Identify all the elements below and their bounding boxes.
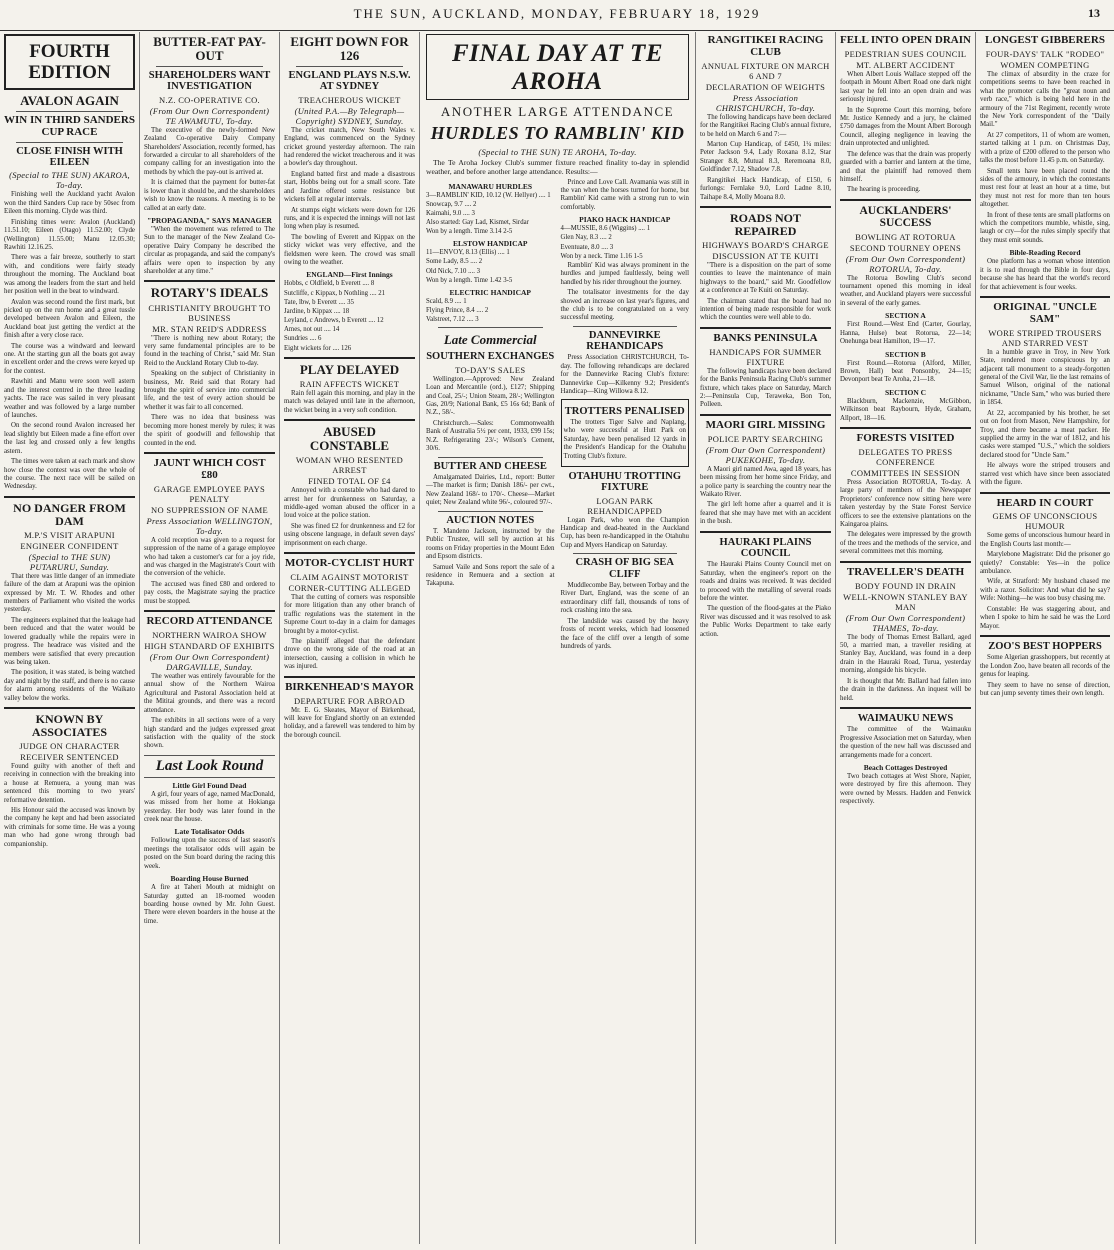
divider <box>438 511 543 512</box>
race-result: 3—RAMBLIN' KID, 10.12 (W. Hellyer) .... 1 <box>426 191 551 199</box>
divider <box>840 199 971 201</box>
dateline: (From Our Own Correspondent) PUKEKOHE, To-day. <box>705 444 826 465</box>
dateline: Press Association CHRISTCHURCH, To-day. <box>715 92 816 113</box>
column-1 <box>0 32 140 1244</box>
te-aroha-subbanner: ANOTHER LARGE ATTENDANCE <box>440 104 675 119</box>
abused-subheadline-2: FINED TOTAL OF £4 <box>308 476 391 487</box>
race-result: Snowcap, 9.7 .... 2 <box>426 200 477 208</box>
record-attendance-headline: RECORD ATTENDANCE <box>146 615 273 628</box>
race-result: Kaimahi, 9.0 .... 3 <box>426 209 475 217</box>
score-line: Ames, not out .... 14 <box>284 326 340 334</box>
article-paragraph: The following handicaps have been declared for the Rangitikei Racing Club's annual fixture, to be held on March 6 and 7:— <box>700 113 831 138</box>
abused-subheadline: WOMAN WHO RESENTED ARREST <box>295 455 404 476</box>
dateline: (Special to THE SUN) AKAROA, To-day. <box>9 170 130 191</box>
birkenhead-headline: BIRKENHEAD'S MAYOR <box>285 680 414 693</box>
score-line: Hobbs, c Oldfield, b Everett .... 8 <box>284 280 375 288</box>
gibberers-subheadline-2: WOMEN COMPETING <box>1000 59 1090 70</box>
article-paragraph: Two beach cottages at West Shore, Napier, were destroyed by fire this afternoon. They were owned by Messrs. Hadden and Fenwick respectively. <box>840 773 971 806</box>
divider <box>284 357 415 359</box>
divider <box>144 280 275 282</box>
article-paragraph: Prince and Love Call. Avamania was still in the van when the horses turned for home, but Ramblin' Kid came with a strong run to win comfortably. <box>560 178 689 211</box>
article-paragraph: Avalon was second round the first mark, but picked up on the run home and a great tussle developed between Avalon and Eileen, the Auckland boat just getting the verdict at the finish after a very close race. <box>4 298 135 340</box>
masthead-title: THE SUN, AUCKLAND, MONDAY, FEBRUARY 18, 1929 <box>353 6 761 21</box>
article-paragraph: The accused was fined £80 and ordered to pay costs, the Magistrate saying the practice must be stopped. <box>144 580 275 605</box>
waimauku-headline: WAIMAUKU NEWS <box>857 713 954 724</box>
section-heading: SECTION B <box>885 349 926 359</box>
divider <box>700 206 831 208</box>
race-result: Old Nick, 7.10 .... 3 <box>426 267 480 275</box>
associates-subheadline-2: RECEIVER SENTENCED <box>20 751 119 762</box>
rangitikei-headline: RANGITIKEI RACING CLUB <box>707 34 824 58</box>
divider <box>980 296 1110 298</box>
divider <box>700 531 831 533</box>
record-subheadline: NORTHERN WAIROA SHOW <box>152 629 267 640</box>
article-paragraph: Annoyed with a constable who had dared to arrest her for drunkenness on Saturday, a middle-aged woman abused the officer in a loud voice at the police station. <box>284 487 415 520</box>
article-paragraph: The cricket match, New South Wales v. England, was commenced on the Sydney cricket ground yesterday afternoon. The rain had rendered the wicket treacherous and it was a bowler's day throughout. <box>284 126 415 168</box>
article-paragraph: Marylebone Magistrate: Did the prisoner go quietly? Constable: Yes—in the police ambulance. <box>980 551 1110 576</box>
crosshead: Little Girl Found Dead <box>172 780 247 790</box>
article-paragraph: Press Association CHRISTCHURCH, To-day. The following rehandicaps are declared for the Dannevirke Racing Club's fixture: Dannevirke Cup—Kilkenny 9.2; President's Handicap—King Willowa 8.12. <box>560 354 689 396</box>
section-heading: SECTION A <box>885 311 926 321</box>
article-paragraph: Finishing well the Auckland yacht Avalon won the third Sanders Cup race by 50sec from Eileen this morning. Clyde was third. <box>4 191 135 216</box>
bowling-subheadline-2: SECOND TOURNEY OPENS <box>849 242 962 253</box>
divider <box>840 427 971 429</box>
article-paragraph: The hearing is proceeding. <box>847 186 921 194</box>
motor-subheadline-2: CORNER-CUTTING ALLEGED <box>288 582 411 593</box>
play-delayed-subheadline: RAIN AFFECTS WICKET <box>299 378 400 389</box>
divider <box>4 496 135 498</box>
race-heading: ELSTOW HANDICAP <box>452 239 528 249</box>
article-paragraph: Blackburn, Mackenzie, McGibbon, Wilkinson beat Raybourn, Hyde, Graham, Allport, 18—16. <box>840 397 971 422</box>
butter-cheese-headline: BUTTER AND CHEESE <box>433 460 547 472</box>
article-paragraph: At 22, accompanied by his brother, he set out on foot from Mason, New Hampshire, for Troy, and there became a meat packer. He supplied the army in the war of 1812, and his casks were stamped "U.S.," which the soldiers declared stood for "Uncle Sam." <box>980 409 1110 459</box>
article-paragraph: His Honour said the accused was known by the company he kept and had been associated with criminals for some time. He was a young man who had gone wrong through bad companionship. <box>4 807 135 848</box>
article-paragraph: In front of these tents are small platforms on which the competitors mumble, whistle, sing, laugh or cry—for the rules simply specify that they must emit sounds. <box>980 211 1110 244</box>
te-aroha-banner: FINAL DAY AT TE AROHA <box>451 40 663 95</box>
article-paragraph: Muddlecombe Bay, between Torbay and the River Dart, England, was the scene of an extraordinary cliff fall, thousands of tons of rock crashing into the sea. <box>560 581 689 615</box>
play-delayed-headline: PLAY DELAYED <box>299 361 400 377</box>
dam-subheadline-2: ENGINEER CONFIDENT <box>20 540 119 551</box>
auction-notes-headline: AUCTION NOTES <box>446 514 535 526</box>
article-paragraph: "There is a disposition on the part of some counties to leave the maintenance of main highways to the board," said Mr. Goodfellow at a conference at Te Kuiti on Saturday. <box>700 261 831 295</box>
motor-cyclist-headline: MOTOR-CYCLIST HURT <box>284 557 415 570</box>
article-paragraph: At stumps eight wickets were down for 126 runs, and it is expected the innings will not last long when play is resumed. <box>284 206 415 231</box>
close-finish-headline: CLOSE FINISH WITH EILEEN <box>16 145 123 169</box>
score-line: Leyland, c Andrews, b Everett .... 12 <box>284 317 384 325</box>
uncle-sam-headline: ORIGINAL "UNCLE SAM" <box>993 301 1097 325</box>
race-heading: ELECTRIC HANDICAP <box>449 287 531 297</box>
article-paragraph: In the Supreme Court this morning, before Mr. Justice Kennedy and a jury, he claimed £750 damages from the Mount Albert Borough Council, alleging negligence in leaving the drain unprotected and unlighted. <box>840 106 971 148</box>
article-paragraph: Mr. E. G. Skeates, Mayor of Birkenhead, will leave for England shortly on an extended holiday, and a farewell was tendered to him by the borough council. <box>284 706 415 739</box>
article-paragraph: That the cutting of corners was responsible for more litigation than any other branch of traffic regulations was the statement in the Supreme Court to-day in a claim for damages brought by a motor-cyclist. <box>284 593 415 635</box>
sanders-cup-headline: WIN IN THIRD SANDERS CUP RACE <box>4 114 135 138</box>
divider <box>438 327 543 328</box>
avalon-headline: AVALON AGAIN <box>20 93 119 109</box>
edition-headline: FOURTH EDITION <box>28 41 111 83</box>
heard-in-court-headline: HEARD IN COURT <box>996 496 1094 509</box>
dam-headline: NO DANGER FROM DAM <box>13 500 126 528</box>
trotters-box <box>561 399 690 467</box>
article-paragraph: The times were taken at each mark and show how close the contest was over the whole of the course. The next race will be sailed on Wednesday. <box>4 458 135 491</box>
column-racing <box>420 32 696 1244</box>
article-paragraph: The body of Thomas Ernest Ballard, aged 50, a married man, a traveller residing at Stanley Bay, Auckland, was found in a deep drain in the Hauraki Road, Turua, yesterday morning, alongside his bicycle. <box>840 633 971 675</box>
rotary-subheadline: CHRISTIANITY BROUGHT TO BUSINESS <box>148 302 271 323</box>
dateline: (From Our Own Correspondent) THAMES, To-day. <box>845 612 966 633</box>
score-line: Tate, lbw, b Everett .... 35 <box>284 298 354 306</box>
race-result: Won by a length. Time 1.42 3-5 <box>426 276 513 284</box>
article-paragraph: The bowling of Everett and Kippax on the sticky wicket was very effective, and the fieldsmen were keen. The crowd was small owing to the weather. <box>284 233 415 267</box>
divider <box>573 326 678 327</box>
results-left <box>426 179 555 654</box>
edition-box <box>4 34 135 90</box>
butter-fat-subheadline-2: N.Z. CO-OPERATIVE CO. <box>159 94 260 105</box>
article-paragraph: Constable: He was staggering about, and when I spoke to him he said he was the Lord Mayor. <box>980 605 1110 630</box>
abused-constable-headline: ABUSED CONSTABLE <box>309 424 390 454</box>
masthead <box>0 0 1114 31</box>
article-paragraph: Small tents have been placed round the sides of the armoury, in which the contestants must rest four at least an hour at a time, but they must not rest for more than ten hours altogether. <box>980 167 1110 209</box>
race-heading: MANAWARU HURDLES <box>448 181 533 191</box>
late-commercial-headline: Late Commercial <box>443 332 537 348</box>
divider <box>284 419 415 421</box>
article-paragraph: That there was little danger of an immediate failure of the dam at Arapuni was the opinion expressed by Mr. T. W. Rhodes and other members of Parliament who visited the works yesterday. <box>4 572 135 614</box>
race-result: Also started: Gay Lad, Kismet, Sirdar <box>426 218 529 226</box>
article-paragraph: The landslide was caused by the heavy frosts of recent weeks, which had loosened the face of the cliff over a length of some hundreds of yards. <box>560 617 689 650</box>
article-paragraph: A girl, four years of age, named MacDonald, was missed from her home at Hokianga yesterday. Her body was later found in the creek near the house. <box>144 790 275 824</box>
race-result: 4—MUSSIE, 8.6 (Wiggins) .... 1 <box>560 225 651 233</box>
divider <box>840 707 971 709</box>
article-paragraph: Following upon the success of last season's meetings the totalisator odds will again be posted on the Sun board during the racing this week. <box>144 837 275 870</box>
article-paragraph: Some gems of unconscious humour heard in the English Courts last month:— <box>980 532 1110 548</box>
racing-banner-box <box>426 34 689 100</box>
article-paragraph: He always wore the striped trousers and starred vest which have since been associated with the figure. <box>980 462 1110 487</box>
gibberers-headline: LONGEST GIBBERERS <box>985 34 1105 46</box>
dateline: (From Our Own Correspondent) TE AWAMUTU, To-day. <box>149 105 270 126</box>
dateline: (Special to THE SUN) PUTARURU, Sunday. <box>28 551 111 572</box>
dateline: (United P.A.—By Telegraph—Copyright) SYDNEY, Sunday. <box>294 105 405 126</box>
divider <box>156 66 263 67</box>
divider <box>296 66 403 67</box>
results-right <box>561 179 690 654</box>
otahuhu-headline: OTAHUHU TROTTING FIXTURE <box>568 470 681 494</box>
banks-subheadline: HANDICAPS FOR SUMMER FIXTURE <box>709 346 822 367</box>
crosshead: Beach Cottages Destroyed <box>863 763 948 773</box>
article-paragraph: The trotters Tiger Salve and Naplang, who were successful at Hutt Park on Saturday, have been penalised 12 yards in the President's Handicap for the Otahuhu Trotting Club's fixture. <box>563 418 686 460</box>
race-result: Eventuate, 8.0 .... 3 <box>560 243 614 251</box>
motor-subheadline: CLAIM AGAINST MOTORIST <box>290 571 409 582</box>
article-paragraph: Rangitikei Hack Handicap, of £150, 6 furlongs: Fernlake 9.0, Lord Ladne 8.10, Taihape 8.4, Molly Moana 8.0. <box>700 176 831 201</box>
record-subheadline-2: HIGH STANDARD OF EXHIBITS <box>144 640 275 651</box>
dateline: Press Association WELLINGTON, To-day. <box>146 515 273 536</box>
racing-results-grid <box>426 179 689 654</box>
rangitikei-subheadline: ANNUAL FIXTURE ON MARCH 6 AND 7 <box>701 60 830 81</box>
divider <box>284 552 415 554</box>
score-line: Sutcliffe, c Kippax, b Nothling .... 21 <box>284 289 386 297</box>
divider <box>144 610 275 612</box>
article-paragraph: The exhibits in all sections were of a very high standard and the judges expressed great satisfaction with the quality of the stock shown. <box>144 717 275 750</box>
divider <box>144 452 275 454</box>
divider <box>573 553 678 554</box>
jaunt-subheadline: GARAGE EMPLOYEE PAYS PENALTY <box>153 483 266 504</box>
maori-girl-headline: MAORI GIRL MISSING <box>705 418 826 431</box>
article-paragraph: Samuel Vaile and Sons report the sale of a residence in Remuera and a section at Takapuna. <box>426 563 555 588</box>
crosshead: "PROPAGANDA," SAYS MANAGER <box>147 215 272 225</box>
article-paragraph: At 27 competitors, 11 of whom are women, started talking at 1 p.m. on Christmas Day, with a prize of £200 offered to the person who talks the most before 11.45 p.m. on Saturday. <box>980 131 1110 165</box>
article-paragraph: Rawhiti and Manu were soon well astern and the interest centred in the three leading yachts. The race was sailed in very pleasant weather and was followed by a large number of launches. <box>4 378 135 420</box>
race-result: Flying Prince, 8.4 .... 2 <box>426 307 489 315</box>
column-7 <box>836 32 976 1244</box>
dateline: (From Our Own Correspondent) ROTORUA, To-day. <box>845 253 966 274</box>
section-heading: SECTION C <box>884 387 927 397</box>
southern-exchanges-headline: SOUTHERN EXCHANGES <box>426 351 555 363</box>
travellers-death-headline: TRAVELLER'S DEATH <box>846 565 965 578</box>
article-paragraph: The defence was that the drain was properly guarded with a barrier and lantern at the time, and that the plaintiff had removed them himself. <box>840 150 971 183</box>
gibberers-subheadline: FOUR-DAYS' TALK "RODEO" <box>985 48 1105 59</box>
scorecard-heading: ENGLAND—First Innings <box>306 270 393 280</box>
otahuhu-subheadline: LOGAN PARK REHANDICAPPED <box>587 495 663 516</box>
ramblin-kid-headline: HURDLES TO RAMBLIN' KID <box>430 123 685 143</box>
butter-fat-subheadline: SHAREHOLDERS WANT INVESTIGATION <box>148 70 271 93</box>
score-line: Jardine, b Kippax .... 18 <box>284 307 350 315</box>
divider <box>980 492 1110 494</box>
divider <box>700 327 831 329</box>
article-paragraph: The committee of the Waimauku Progressive Association met on Saturday, when the question of the new hall was discussed and arrangements made for a concert. <box>840 726 971 759</box>
article-paragraph: Speaking on the subject of Christianity in business, Mr. Reid said that Rotary had brought the spirit of service into commercial life, and the test of every action should be whether it was fair to all concerned. <box>144 370 275 411</box>
score-line: Eight wickets for .... 126 <box>284 344 352 352</box>
article-paragraph: The climax of absurdity in the craze for competitions seems to have been reached in what the promoter calls the "great noun and verb race," which is being held here in the armoury of the 71st Regiment, recently wrote the New York correspondent of the "Daily Mail." <box>980 70 1110 129</box>
race-result: Some Lady, 8.5 .... 2 <box>426 258 483 266</box>
divider <box>700 414 831 416</box>
bowling-subheadline: BOWLING AT ROTORUA <box>855 231 956 242</box>
dateline: (Special to THE SUN) TE AROHA, To-day. <box>478 147 637 157</box>
article-paragraph: The position, it was stated, is being watched day and night by the staff, and there is no cause for alarm among residents of the Waikato valley below the works. <box>4 669 135 702</box>
race-result: Scald, 8.9 .... 1 <box>426 297 467 305</box>
race-result: Won by a length. Time 3.14 2-5 <box>426 228 513 236</box>
eight-down-headline: EIGHT DOWN FOR 126 <box>290 34 409 64</box>
article-paragraph: There was no idea that business was becoming more honest merely by rules; it was the spirit of goodwill and fellowship that counted in the end. <box>144 414 275 447</box>
butter-fat-headline: BUTTER-FAT PAY-OUT <box>153 34 266 64</box>
article-paragraph: Christchurch.—Sales: Commonwealth Bank of Australia 5½ per cent, 1933, £99 15s; N.Z. Refrigerating 23/-; Wilson's Cement, 30/6. <box>426 419 555 453</box>
jaunt-headline: JAUNT WHICH COST £80 <box>153 456 266 481</box>
associates-subheadline: JUDGE ON CHARACTER <box>19 740 120 751</box>
article-paragraph: It is claimed that the payment for butter-fat is lower than it should be, and the shareholders wish to know the reasons. A meeting is to be called at an early date. <box>144 179 275 212</box>
forests-subheadline: DELEGATES TO PRESS CONFERENCE <box>858 446 953 467</box>
uncle-sam-subheadline: WORE STRIPED TROUSERS AND STARRED VEST <box>988 327 1102 348</box>
article-paragraph: The delegates were impressed by the growth of the trees and the methods of the service, and several committees met this morning. <box>840 531 971 556</box>
article-paragraph: The Rotorua Bowling Club's second tournament opened this morning in ideal weather, and Auckland players were successful in several of the early games. <box>840 274 971 307</box>
rotary-headline: ROTARY'S IDEALS <box>150 285 269 301</box>
crosshead: Boarding House Burned <box>170 874 249 884</box>
crosshead: Bible-Reading Record <box>1009 248 1081 258</box>
open-drain-subheadline-2: MT. ALBERT ACCIDENT <box>856 59 955 70</box>
last-look-round-banner: Last Look Round <box>144 755 275 778</box>
article-paragraph: The chairman stated that the board had no intention of being made responsible for work which the counties were well able to do. <box>700 297 831 322</box>
race-result: Valstreet, 7.12 .... 3 <box>426 316 479 324</box>
article-paragraph: The executive of the newly-formed New Zealand Co-operative Dairy Company Shareholders' Association, recently formed, has forwarded a circular to all shareholders of the company calling for an investigation into the methods by which the pay-out is arrived at. <box>144 126 275 176</box>
article-paragraph: The Te Aroha Jockey Club's summer fixture reached finality to-day in splendid weather, and before another large attendance. Results:— <box>426 158 689 177</box>
dannevirke-headline: DANNEVIRKE REHANDICAPS <box>586 329 664 353</box>
dateline: (From Our Own Correspondent) DARGAVILLE, Sunday. <box>149 651 270 672</box>
article-paragraph: On the second round Avalon increased her lead slightly but Eileen made a fine effort over the last leg and crossed only a few lengths astern. <box>4 422 135 455</box>
open-drain-subheadline: PEDESTRIAN SUES COUNCIL <box>844 48 967 59</box>
race-result: 11—ENVOY, 8.13 (Ellis) .... 1 <box>426 249 510 257</box>
race-heading: PIAKO HACK HANDICAP <box>579 215 671 225</box>
article-paragraph: One platform has a woman whose intention it is to read through the Bible in four days, because she has heard that the world's record for that achievement is four weeks. <box>980 258 1110 291</box>
article-paragraph: A fire at Taheri Mouth at midnight on Saturday gutted an 18-roomed wooden boarding house owned by Mr. John Guest. There were eleven boarders in the house at the time. <box>144 884 275 925</box>
race-result: Won by a neck. Time 1.16 1-5 <box>560 252 643 260</box>
article-paragraph: The course was a windward and leeward one. At the starting gun all the boats got away in excellent order and the crews were keyed up for the contest. <box>4 342 135 375</box>
jaunt-subheadline-2: NO SUPPRESSION OF NAME <box>151 504 268 515</box>
article-paragraph: T. Mandeno Jackson, instructed by the Public Trustee, will sell by auction at his rooms on Friday properties in the Mount Eden and Epsom districts. <box>426 527 555 561</box>
article-paragraph: First Round.—West End (Carter, Gourlay, Hanna, Hulse) beat Rotorua, 22—14; Onehunga beat Hamilton, 19—17. <box>840 321 971 346</box>
heard-subheadline: GEMS OF UNCONSCIOUS HUMOUR <box>992 511 1098 532</box>
travellers-subheadline: BODY FOUND IN DRAIN <box>854 580 956 591</box>
divider <box>16 111 123 112</box>
article-paragraph: A cold reception was given to a request for suppression of the name of a garage employee who had taken a customer's car for a joy ride, and was charged in the Magistrate's Court with the conversion of the vehicle. <box>144 536 275 578</box>
score-line: Sundries .... 6 <box>284 335 322 343</box>
article-paragraph: She was fined £2 for drunkenness and £2 for using obscene language, in default seven days' imprisonment on each charge. <box>284 522 415 547</box>
divider <box>4 707 135 709</box>
article-paragraph: The question of the flood-gates at the Piako River was discussed and it was resolved to ask the Public Works Department to take early action. <box>700 605 831 638</box>
article-paragraph: Logan Park, who won the Champion Handicap and dead-heated in the Auckland Cup, has been re-handicapped in the Otahuhu Cup and Myers Handicap on Saturday. <box>560 516 689 549</box>
sea-cliff-headline: CRASH OF BIG SEA CLIFF <box>575 557 674 580</box>
travellers-subheadline-2: WELL-KNOWN STANLEY BAY MAN <box>843 591 968 612</box>
divider <box>980 635 1110 637</box>
article-paragraph: The Hauraki Plains County Council met on Saturday, when the engineer's report on the roads and drains was received. It was decided to proceed with the metalling of several roads before the winter. <box>700 561 831 602</box>
crosshead: Late Totalisator Odds <box>174 827 245 837</box>
forests-headline: FORESTS VISITED <box>856 432 955 445</box>
article-paragraph: The girl left home after a quarrel and it is feared that she may have met with an accident in the bush. <box>700 501 831 526</box>
article-paragraph: Wellington.—Approved: New Zealand Loan and Mercantile (ord.), £127; Shipping and Coal, 25/-; Union Steam, 28/-; Wellington Gas, 20/9; National Bank, £5 16s 6d; Bank of N.Z., 58/-. <box>426 375 555 417</box>
eight-down-subheadline: ENGLAND PLAYS N.S.W. AT SYDNEY <box>288 70 411 93</box>
article-paragraph: Found guilty with another of theft and receiving in connection with the breaking into a house at Remuera, a young man was sentenced this morning to two years' reformative detention. <box>4 762 135 804</box>
article-paragraph: "When the movement was referred to The Sun to the manager of the New Zealand Co-operative Dairy Company he described the circular as propaganda, and said the company's affairs were open to inspection by any shareholder at any time." <box>144 225 275 276</box>
birkenhead-subheadline: DEPARTURE FOR ABROAD <box>294 695 405 706</box>
open-drain-headline: FELL INTO OPEN DRAIN <box>840 34 971 46</box>
article-paragraph: First Round.—Rotorua (Alford, Miller, Brown, Hall) beat Ponsonby, 24—15; Devonport beat Te Aroha, 21—18. <box>840 359 971 384</box>
page-number: 13 <box>1088 6 1100 20</box>
article-paragraph: The weather was entirely favourable for the annual show of the Northern Wairoa Agricultural and Pastoral Association held at the Mititai grounds, and there was a record attendance. <box>144 672 275 714</box>
column-6 <box>696 32 836 1244</box>
rangitikei-subheadline-2: DECLARATION OF WEIGHTS <box>705 81 826 92</box>
roads-subheadline-2: DISCUSSION AT TE KUITI <box>712 250 819 261</box>
article-paragraph: Press Association ROTORUA, To-day. A large party of members of the Newspaper Proprietors' conference now sitting here were taken yesterday by the State Forest Service officers to see the extensive plantations on the Kaingaroa plains. <box>840 478 971 529</box>
article-paragraph: Amalgamated Dairies, Ltd., report: Butter—The market is firm; Danish 186/- per cwt., New Zealand 168/- to 170/-. Cheese—Market quiet; New Zealand white 96/-, coloured 97/-. <box>426 473 555 507</box>
race-result: Glen Nay, 8.3 .... 2 <box>560 234 612 242</box>
associates-headline: KNOWN BY ASSOCIATES <box>31 712 108 739</box>
banks-peninsula-headline: BANKS PENINSULA <box>713 331 818 344</box>
article-paragraph: The plaintiff alleged that the defendant drove on the wrong side of the road at an intersection, causing a collision in which he was injured. <box>284 638 415 671</box>
article-paragraph: The totalisator investments for the day showed an increase on last year's figures, and the club is to be congratulated on a very successful meeting. <box>560 289 689 322</box>
article-paragraph: Some Algerian grasshoppers, but recently at the London Zoo, have beaten all records of the genus for leaping. <box>980 654 1110 679</box>
aucklanders-success-headline: AUCKLANDERS' SUCCESS <box>859 204 952 230</box>
article-paragraph: Rain fell again this morning, and play in the match was delayed until late in the afternoon, the wicket being in a very soft condition. <box>284 389 415 414</box>
article-paragraph: There was a fair breeze, southerly to start with, and conditions were fairly steady throughout the morning. The Auckland boat was among the leaders from the start and held her position well in the beat to windward. <box>4 254 135 296</box>
divider <box>16 142 123 143</box>
column-8 <box>976 32 1114 1244</box>
todays-sales-subheadline: TO-DAY'S SALES <box>455 364 526 375</box>
eight-down-subheadline-2: TREACHEROUS WICKET <box>298 94 401 105</box>
article-paragraph: "There is nothing new about Rotary; the very same fundamental principles are to be found in the teaching of Christ," said Mr. Stan Reid to the Auckland Rotary Club to-day. <box>144 334 275 367</box>
article-paragraph: Wife, at Stratford: My husband chased me with a razor. Solicitor: And what did he say? Wife: Nothing—he was too busy chasing me. <box>980 578 1110 603</box>
hauraki-headline: HAURAKI PLAINS COUNCIL <box>719 536 812 559</box>
article-paragraph: Finishing times were: Avalon (Auckland) 11.51.10; Eileen (Otago) 11.52.00; Clyde (Wellington) 11.55.00; Manu 12.05.30; Rawhiti 12.16.25. <box>4 218 135 251</box>
article-paragraph: Marton Cup Handicap, of £450, 1¼ miles: Peter Jackson 9.4, Lady Roxana 8.12, Star Stranger 8.8, Mutual 8.3, Reremoana 8.0, Goldfinder 7.12, Shadow 7.8. <box>700 141 831 174</box>
article-paragraph: They seem to have no sense of direction, but can jump seventy times their own length. <box>980 681 1110 698</box>
article-paragraph: The following handicaps have been declared for the Banks Peninsula Racing Club's summer fixture, which takes place on Saturday, March 2:—Peninsula Cup, Teraweka, Bon Ton, Polleen. <box>700 367 831 409</box>
trotters-headline: TROTTERS PENALISED <box>564 405 685 417</box>
column-3 <box>280 32 420 1244</box>
article-paragraph: The engineers explained that the leakage had been reduced and that the water would be lowered gradually while the repairs were in progress. The headrace was visited and the members were satisfied that every precaution was being taken. <box>4 616 135 666</box>
article-paragraph: In a humble grave in Troy, in New York State, rendered more conspicuous by an adjacent tall monument to a steady-forgotten general of the Civil War, lie the last remains of Samuel Wilson, original of the national nickname, "Uncle Sam," who was buried there in 1854. <box>980 348 1110 407</box>
roads-headline: ROADS NOT REPAIRED <box>729 210 801 238</box>
rotary-subheadline-2: MR. STAN REID'S ADDRESS <box>152 323 267 334</box>
roads-subheadline: HIGHWAYS BOARD'S CHARGE <box>702 239 829 250</box>
divider <box>438 457 543 458</box>
article-paragraph: When Albert Louis Wallace stepped off the footpath in Mount Albert Road one dark night last year he fell into an open drain and was seriously injured. <box>840 70 971 104</box>
divider <box>284 676 415 678</box>
divider <box>840 561 971 563</box>
column-2 <box>140 32 280 1244</box>
maori-subheadline: POLICE PARTY SEARCHING <box>707 433 824 444</box>
zoo-hoppers-headline: ZOO'S BEST HOPPERS <box>988 641 1102 653</box>
article-paragraph: England batted first and made a disastrous start, Hobbs being out for a small score. Tate and Jardine offered some resistance but wickets fell at regular intervals. <box>284 170 415 204</box>
article-paragraph: A Maori girl named Awa, aged 18 years, has been missing from her home since Friday, and a police party is searching the country near the Waikato River. <box>700 465 831 498</box>
article-paragraph: It is thought that Mr. Ballard had fallen into the drain in the darkness. An inquest will be held. <box>840 677 971 702</box>
forests-subheadline-2: COMMITTEES IN SESSION <box>850 467 961 478</box>
article-paragraph: Ramblin' Kid was always prominent in the hurdles and jumped faultlessly, being well handled by his rider throughout the journey. <box>560 261 689 286</box>
dam-subheadline: M.P.'S VISIT ARAPUNI <box>24 529 115 540</box>
